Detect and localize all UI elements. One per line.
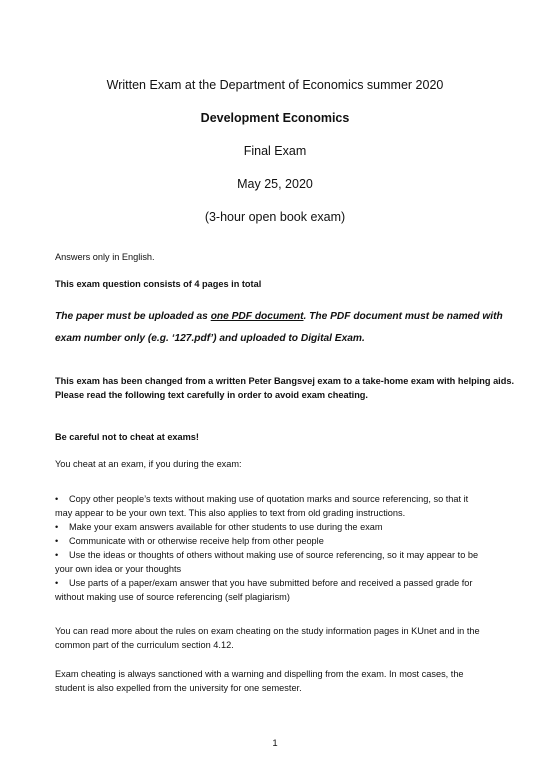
bullet-icon: •	[55, 578, 59, 588]
exam-title: Written Exam at the Department of Economics summer 2020	[106, 78, 444, 92]
upload-emphasis: one PDF document	[210, 311, 304, 322]
bullet-icon: •	[55, 536, 59, 546]
list-item: • Use the ideas or thoughts of others without making use of source referencing, so it may appear to be	[55, 550, 479, 560]
list-item-continuation: your own idea or your thoughts	[55, 564, 182, 574]
exam-date: May 25, 2020	[237, 177, 313, 191]
cheating-list	[55, 492, 505, 604]
bullet-icon: •	[55, 522, 59, 532]
careful-heading: Be careful not to cheat at exams!	[55, 432, 199, 442]
list-item: • Use parts of a paper/exam answer that you have submitted before and received a passed grade for	[55, 578, 473, 588]
cheat-intro: You cheat at an exam, if you during the exam:	[55, 459, 242, 469]
bullet-icon: •	[55, 550, 59, 560]
page-count-note: This exam question consists of 4 pages in total	[55, 279, 262, 289]
list-item: • Copy other people’s texts without making use of quotation marks and source referencing, so that it	[55, 494, 469, 504]
list-item: • Make your exam answers available for other students to use during the exam	[55, 522, 383, 532]
page-number: 1	[272, 738, 278, 749]
course-name: Development Economics	[200, 111, 350, 125]
answers-language: Answers only in English.	[55, 252, 155, 262]
list-item-continuation: without making use of source referencing (self plagiarism)	[55, 592, 290, 602]
exam-changed-notice: This exam has been changed from a written Peter Bangsvej exam to a take-home exam with helping aids. Please read the following text carefully in order to avoid exam cheating.	[55, 376, 515, 400]
exam-type: (3-hour open book exam)	[204, 210, 346, 224]
rules-reference: You can read more about the rules on exam cheating on the study information pages in KUnet and in the common part of the curriculum section 4.12.	[55, 626, 480, 650]
list-item-continuation: may appear to be your own text. This also applies to text from old grading instructions.	[55, 508, 406, 518]
list-item: • Communicate with or otherwise receive help from other people	[55, 536, 324, 546]
upload-instructions: The paper must be uploaded as one PDF document. The PDF document must be named with exam number only (e.g. ‘127.pdf’) and uploaded to Digital Exam.	[55, 311, 503, 344]
exam-name: Final Exam	[243, 144, 307, 158]
sanction-note: Exam cheating is always sanctioned with a warning and dispelling from the exam. In most cases, the student is also expelled from the university for one semester.	[55, 669, 464, 693]
bullet-icon: •	[55, 494, 59, 504]
